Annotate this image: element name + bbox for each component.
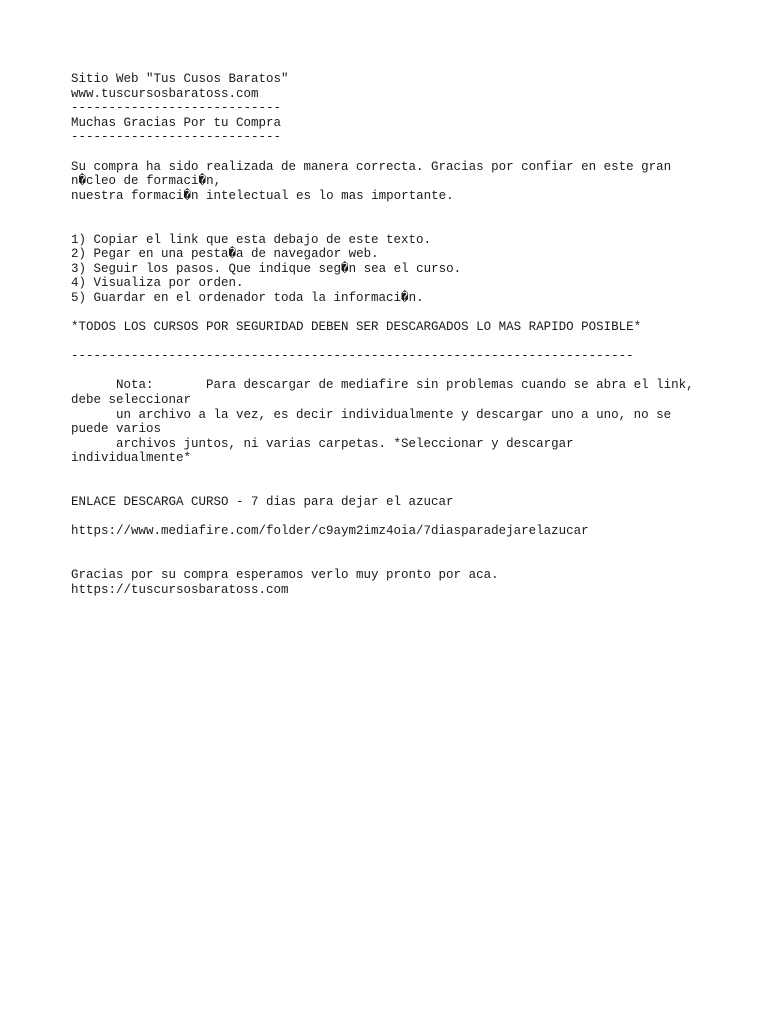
site-title: Sitio Web "Tus Cusos Baratos"	[71, 72, 289, 86]
divider-bottom: ----------------------------	[71, 130, 282, 145]
list-item: 3) Seguir los pasos. Que indique seg�n sea el curso.	[71, 261, 462, 276]
intro-line-3: nuestra formaci�n intelectual es lo mas importante.	[71, 188, 454, 203]
note-line-2: debe seleccionar	[71, 393, 192, 408]
download-link[interactable]: https://www.mediafire.com/folder/c9aym2imz4oia/7diasparadejarelazucar	[71, 524, 589, 539]
note-line-3: un archivo a la vez, es decir individualmente y descargar uno a uno, no se	[71, 407, 672, 422]
note-line-4: puede varios	[71, 422, 162, 437]
spacer	[71, 145, 711, 160]
spacer	[71, 539, 711, 568]
footer-url[interactable]: https://tuscursosbaratoss.com	[71, 582, 289, 597]
site-url: www.tuscursosbaratoss.com	[71, 86, 259, 101]
warning-text: *TODOS LOS CURSOS POR SEGURIDAD DEBEN SER DESCARGADOS LO MAS RAPIDO POSIBLE*	[71, 320, 642, 335]
note-line-1: Nota: Para descargar de mediafire sin problemas cuando se abra el link,	[71, 378, 694, 393]
spacer	[71, 306, 711, 321]
divider-top: ----------------------------	[71, 101, 282, 116]
divider-long: ---------------------------------------------------------------------------	[71, 349, 634, 364]
list-item: 1) Copiar el link que esta debajo de este texto.	[71, 232, 432, 247]
footer-thanks: Gracias por su compra esperamos verlo muy pronto por aca.	[71, 568, 499, 583]
intro-line-1: Su compra ha sido realizada de manera correcta. Gracias por confiar en este gran	[71, 159, 672, 174]
spacer	[71, 335, 711, 350]
spacer	[71, 203, 711, 232]
note-line-6: individualmente*	[71, 451, 192, 466]
list-item: 2) Pegar en una pesta�a de navegador web.	[71, 247, 379, 262]
thanks-heading: Muchas Gracias Por tu Compra	[71, 115, 282, 130]
document-page	[71, 72, 711, 597]
note-line-5: archivos juntos, ni varias carpetas. *Seleccionar y descargar	[71, 436, 574, 451]
list-item: 4) Visualiza por orden.	[71, 276, 244, 291]
download-heading: ENLACE DESCARGA CURSO - 7 dias para dejar el azucar	[71, 495, 454, 510]
spacer	[71, 510, 711, 525]
intro-line-2: n�cleo de formaci�n,	[71, 174, 222, 189]
spacer	[71, 466, 711, 495]
list-item: 5) Guardar en el ordenador toda la informaci�n.	[71, 290, 424, 305]
spacer	[71, 364, 711, 379]
